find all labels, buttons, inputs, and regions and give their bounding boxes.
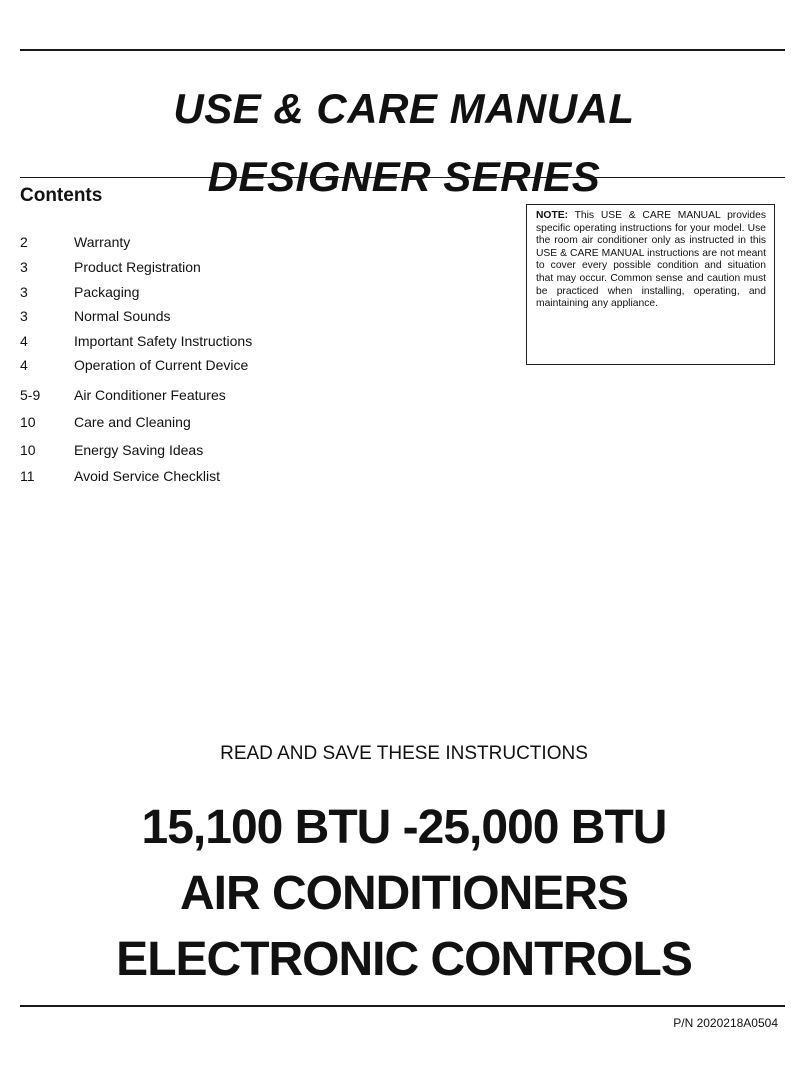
- toc-page: 10: [20, 414, 36, 430]
- toc-label: Care and Cleaning: [74, 414, 191, 430]
- toc-label: Energy Saving Ideas: [74, 442, 204, 458]
- toc-label: Important Safety Instructions: [74, 333, 253, 349]
- part-number: P/N 2020218A0504: [673, 1016, 778, 1030]
- toc-label: Warranty: [74, 234, 131, 250]
- toc-item: [20, 466, 220, 486]
- toc-page: 11: [20, 468, 35, 484]
- controls-type: ELECTRONIC CONTROLS: [116, 933, 692, 986]
- product-type: AIR CONDITIONERS: [179, 867, 628, 920]
- toc-item: [20, 331, 252, 351]
- top-rule: [20, 49, 785, 51]
- toc-page: 4: [20, 333, 28, 349]
- toc-page: 2: [20, 234, 28, 250]
- toc-label: Air Conditioner Features: [74, 387, 226, 403]
- toc-item: [20, 232, 130, 252]
- read-save-instructions: READ AND SAVE THESE INSTRUCTIONS: [220, 743, 588, 764]
- series-title: DESIGNER SERIES: [207, 153, 601, 201]
- toc-item: [20, 440, 203, 460]
- contents-heading: Contents: [20, 185, 103, 206]
- toc-page: 3: [20, 259, 28, 275]
- header-divider: [20, 177, 785, 178]
- toc-item: [20, 257, 201, 277]
- toc-page: 3: [20, 308, 28, 324]
- note-box: [526, 204, 775, 365]
- toc-page: 4: [20, 357, 28, 373]
- toc-label: Avoid Service Checklist: [74, 468, 221, 484]
- toc-page: 10: [20, 442, 36, 458]
- toc-item: [20, 282, 139, 302]
- toc-item: [20, 355, 248, 375]
- toc-label: Normal Sounds: [74, 308, 171, 324]
- toc-label: Operation of Current Device: [74, 357, 249, 373]
- toc-page: 3: [20, 284, 28, 300]
- toc-page: 5-9: [20, 387, 41, 403]
- toc-label: Packaging: [74, 284, 140, 300]
- bottom-rule: [20, 1005, 785, 1007]
- note-text: This USE & CARE MANUAL provides specific operating instructions for your model. Use the room air conditioner only as instructed in this USE & CARE MANUAL instructions are not meant to cover every possible condition and situation that may occur. Common sense and caution must be practiced when installing, operating, and maintaining any appliance.: [536, 210, 766, 310]
- toc-item: [20, 385, 226, 405]
- manual-title: USE & CARE MANUAL: [173, 85, 635, 133]
- toc-item: [20, 306, 171, 326]
- toc-label: Product Registration: [74, 259, 201, 275]
- btu-range: 15,100 BTU -25,000 BTU: [141, 801, 667, 854]
- note-label: NOTE:: [536, 210, 569, 221]
- toc-item: [20, 412, 191, 432]
